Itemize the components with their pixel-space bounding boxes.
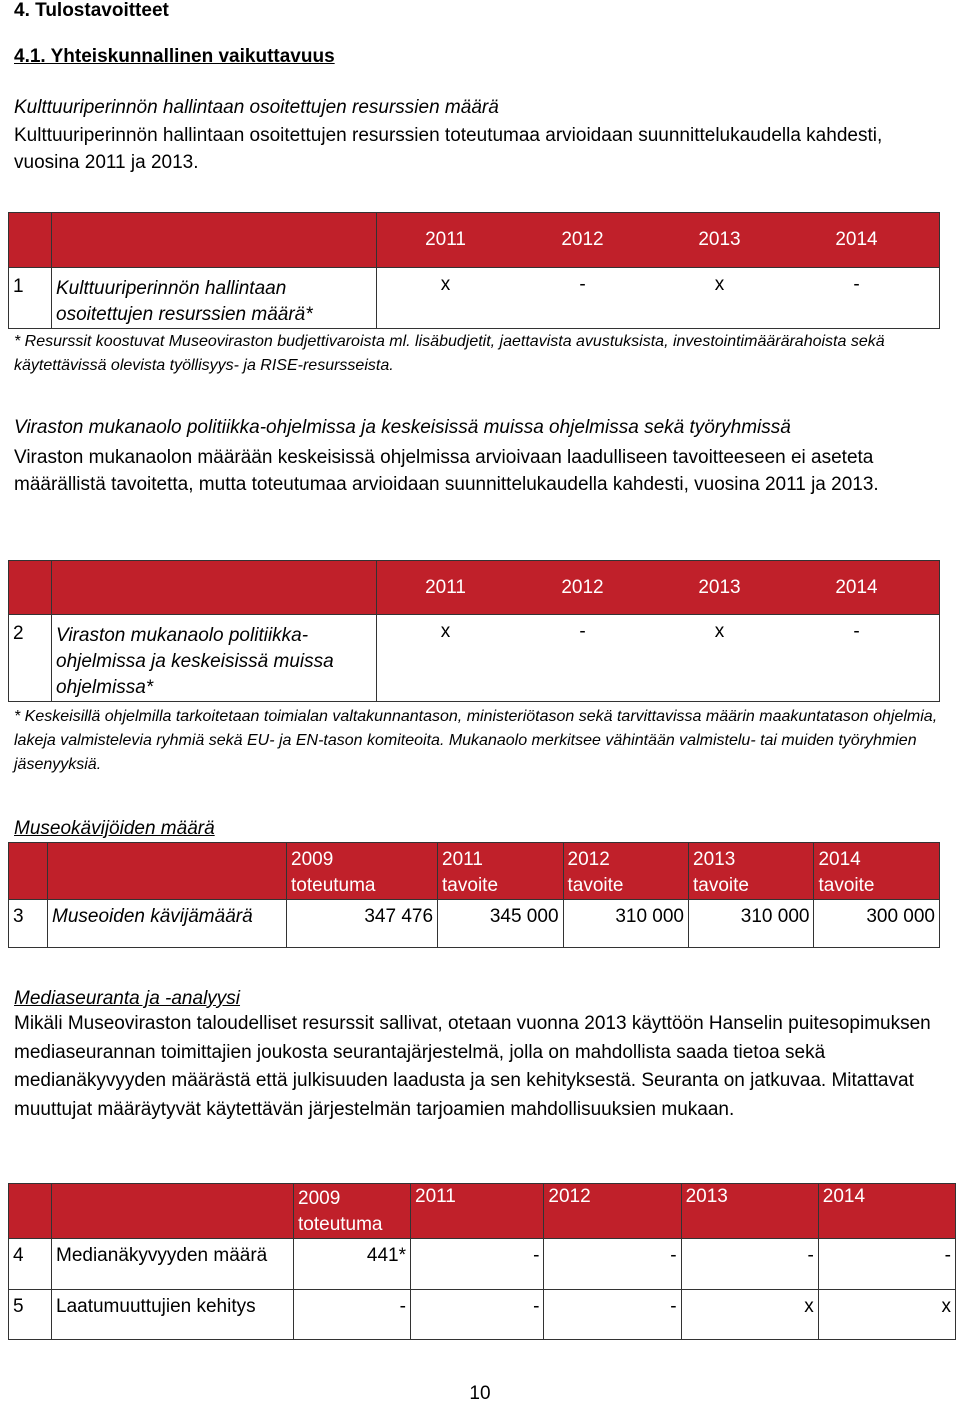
year-header: 2014 [835, 576, 878, 598]
col-header-type: tavoite [442, 875, 499, 896]
col-header-type: toteutuma [298, 1214, 383, 1235]
page-number: 10 [469, 1383, 491, 1404]
value-cell: 441* [294, 1239, 411, 1290]
row-number: 4 [9, 1239, 52, 1290]
sec4-text: Mikäli Museoviraston taloudelliset resurssit sallivat, otetaan vuonna 2013 käyttöön Hanselin puitesopimuksen mediaseurannan toimittajien joukosta seurantajärjestelmä, jolla on mahdollista saada tietoa sekä medianäkyvyyden määrästä että julkisuuden laadusta ja sen kehityksestä. Seuranta on jatkuvaa. Mitattavat muuttujat määräytyvät käytettävän järjestelmän tarjoamien mahdollisuuksien mukaan. [14, 1013, 931, 1120]
sec1-title: Kulttuuriperinnön hallintaan osoitettujen resurssien määrä [14, 97, 499, 118]
col-header-year: 2009 [298, 1188, 341, 1209]
value-cell: - [681, 1239, 818, 1290]
col-header [689, 843, 814, 900]
sec2-title: Viraston mukanaolo politiikka-ohjelmissa ja keskeisissä muissa ohjelmissa sekä työryhmissä [14, 417, 791, 438]
col-header [438, 843, 563, 900]
sec2-table [8, 560, 940, 702]
year-header: 2013 [698, 576, 741, 598]
year-header: 2012 [561, 576, 604, 598]
sec1-note: * Resurssit koostuvat Museoviraston budjettivaroista ml. lisäbudjetit, jaettavista avustuksista, investointimäärärahoista sekä käytettävissä olevista työllisyys- ja RISE-resursseista. [14, 333, 885, 374]
row-label: Viraston mukanaolo politiikka-ohjelmissa ja keskeisissä muissa ohjelmissa* [52, 615, 377, 702]
section-heading: 4. Tulostavoitteet [14, 0, 169, 21]
value-cell: x [714, 274, 725, 295]
col-header [563, 843, 688, 900]
value-cell: 345 000 [438, 900, 563, 948]
col-header-type: tavoite [693, 875, 749, 896]
col-header [287, 843, 438, 900]
value-cell: - [853, 274, 860, 295]
table-row [9, 1239, 956, 1290]
sec4-table [8, 1183, 956, 1340]
sec3-title: Museokävijöiden määrä [14, 818, 215, 839]
sec3-table [8, 842, 940, 948]
col-header [294, 1184, 411, 1239]
col-header-year: 2012 [548, 1186, 591, 1207]
year-header: 2014 [835, 229, 878, 250]
row-number: 5 [9, 1290, 52, 1340]
value-cell: 310 000 [689, 900, 814, 948]
value-cell: 300 000 [814, 900, 940, 948]
sec1-text: Kulttuuriperinnön hallintaan osoitettujen resurssien toteutumaa arvioidaan suunnittelukaudella kahdesti, vuosina 2011 ja 2013. [14, 125, 883, 173]
col-header-type: tavoite [818, 875, 875, 896]
sec2-note: * Keskeisillä ohjelmilla tarkoitetaan toimialan valtakunnantason, ministeriötason sekä tarvittavissa määrin maakuntatason ohjelmia, lakeja valmistelevia ryhmiä sekä EU- ja EN-tason komiteoita. Mukanaolo merkitsee vähintään valmistelu- tai muiden työryhmien jäsenyyksiä. [14, 708, 938, 773]
row-label: Museoiden kävijämäärä [48, 900, 287, 948]
value-cell: x [714, 621, 725, 642]
value-cell: x [440, 621, 451, 642]
value-cell: - [853, 621, 860, 642]
row-label: Kulttuuriperinnön hallintaan osoitettujen resurssien määrä* [52, 268, 377, 329]
value-cell: - [411, 1290, 544, 1340]
col-header-year: 2014 [822, 1186, 866, 1207]
row-label: Medianäkyvyyden määrä [52, 1239, 294, 1290]
subsection-heading: 4.1. Yhteiskunnallinen vaikuttavuus [14, 46, 335, 67]
value-cell: - [544, 1290, 681, 1340]
year-header: 2013 [698, 229, 741, 250]
row-label: Laatumuuttujien kehitys [52, 1290, 294, 1340]
col-header [818, 1184, 955, 1239]
value-cell: - [818, 1239, 955, 1290]
value-cell: 347 476 [287, 900, 438, 948]
sec2-text: Viraston mukanaolon määrään keskeisissä ohjelmissa arvioivaan laadulliseen tavoitteeseen ei aseteta määrällistä tavoitetta, mutta toteutumaa arvioidaan suunnittelukaudella kahdesti, vuosina 2011 ja 2013. [14, 447, 879, 495]
sec1-table [8, 212, 940, 329]
value-cell: - [579, 274, 586, 295]
value-cell: - [544, 1239, 681, 1290]
sec1-years-header [377, 213, 940, 268]
col-header-year: 2011 [415, 1186, 456, 1207]
col-header-year: 2012 [567, 849, 610, 870]
col-header [814, 843, 940, 900]
value-cell: - [579, 621, 586, 642]
value-cell: x [681, 1290, 818, 1340]
value-cell: - [411, 1239, 544, 1290]
value-cell: - [294, 1290, 411, 1340]
row-number: 1 [9, 268, 52, 329]
row-number: 2 [9, 615, 52, 702]
col-header-type: toteutuma [291, 875, 376, 896]
col-header [681, 1184, 818, 1239]
year-header: 2011 [425, 229, 466, 250]
col-header-year: 2013 [693, 849, 736, 870]
value-cell: 310 000 [563, 900, 688, 948]
table-row [9, 1290, 956, 1340]
year-header: 2012 [561, 229, 604, 250]
sec4-title: Mediaseuranta ja -analyysi [14, 988, 241, 1009]
col-header-type: tavoite [567, 875, 624, 896]
row-number: 3 [9, 900, 48, 948]
col-header [544, 1184, 681, 1239]
col-header [411, 1184, 544, 1239]
col-header-year: 2009 [291, 849, 334, 870]
value-cell: x [818, 1290, 955, 1340]
col-header-year: 2011 [442, 849, 483, 870]
col-header-year: 2014 [818, 849, 861, 870]
col-header-year: 2013 [685, 1186, 728, 1207]
year-header: 2011 [425, 576, 466, 598]
value-cell: x [440, 274, 451, 295]
